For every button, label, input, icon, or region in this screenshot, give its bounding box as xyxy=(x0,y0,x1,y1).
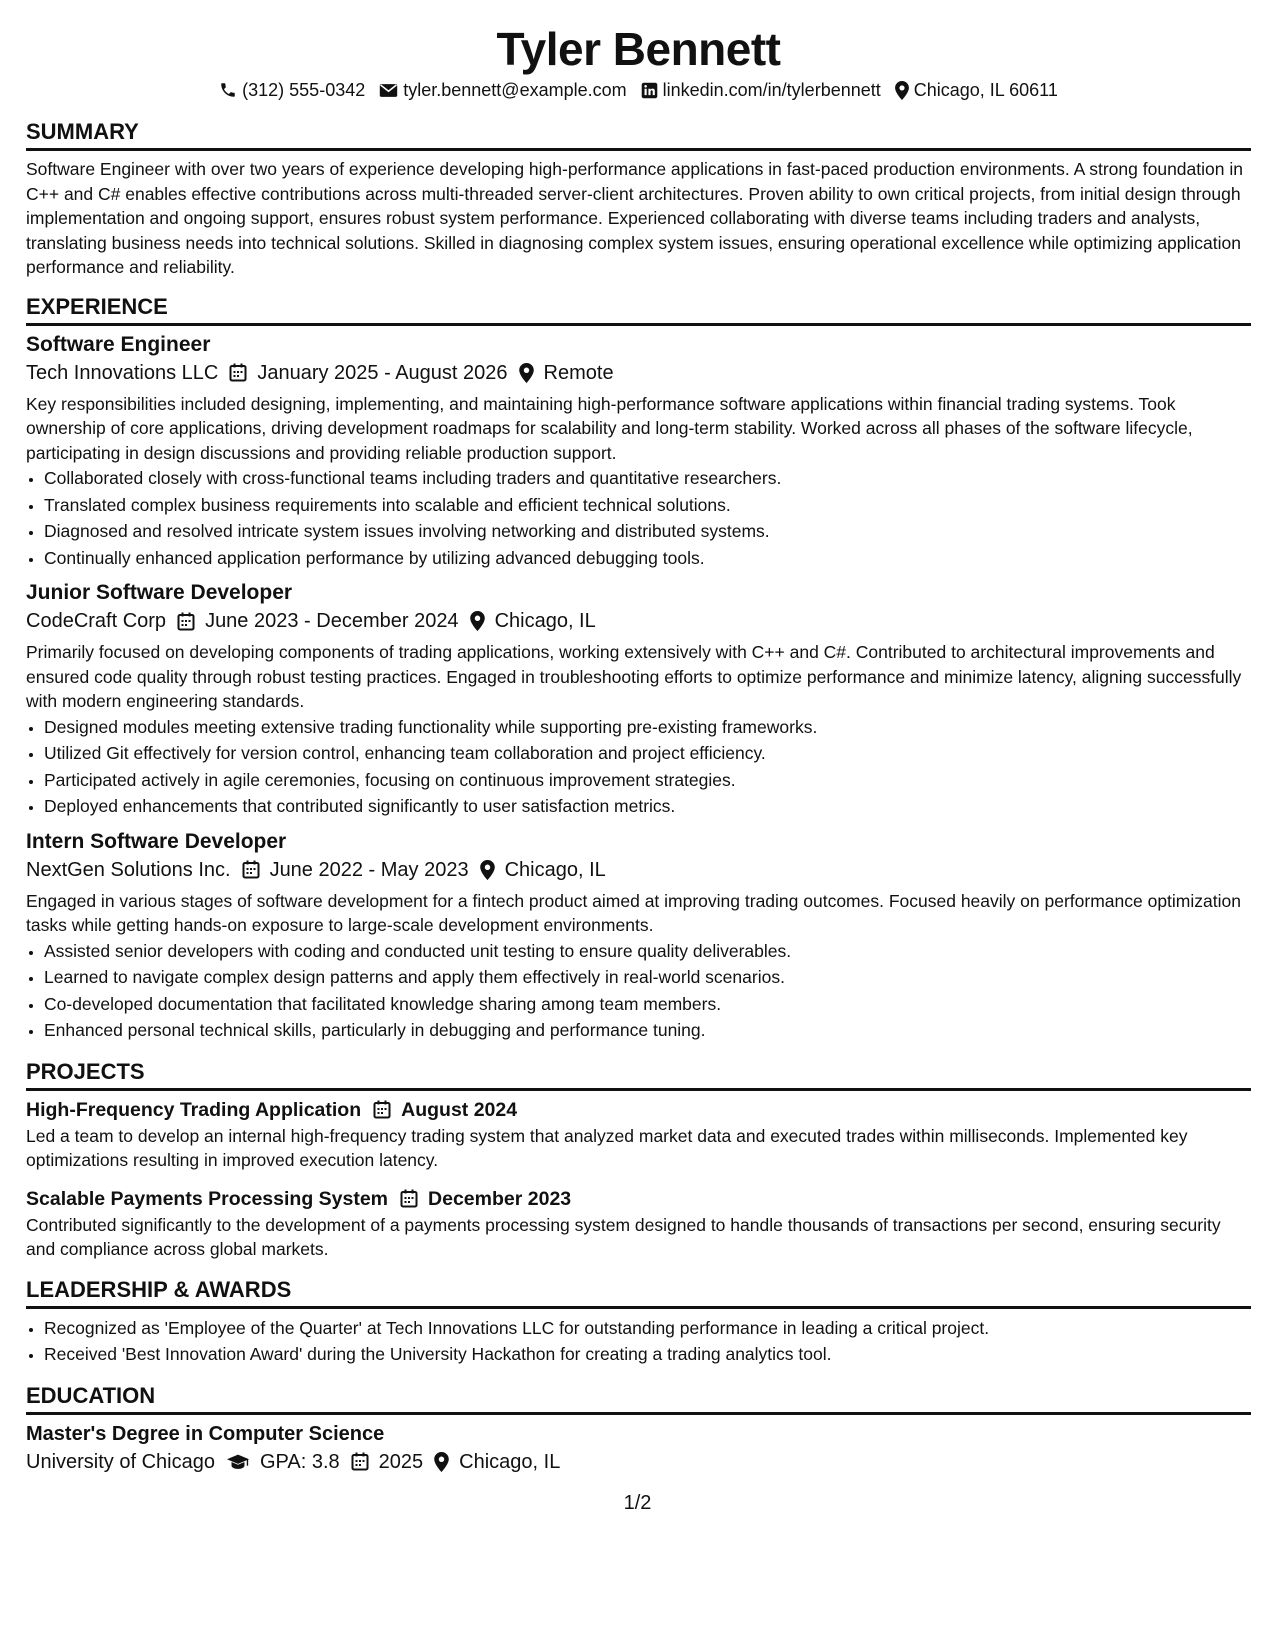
job-dates-text: January 2025 - August 2026 xyxy=(257,361,508,384)
calendar-icon xyxy=(351,1452,369,1471)
contact-linkedin[interactable] xyxy=(641,78,881,102)
leadership-bullets xyxy=(26,1315,1251,1368)
section-title-experience: EXPERIENCE xyxy=(26,293,1251,326)
list-item: • Learned to navigate complex design patterns and apply them effectively in real-world scenarios. xyxy=(44,964,1251,991)
project-date xyxy=(400,1185,571,1213)
contact-phone xyxy=(219,78,365,102)
envelope-icon xyxy=(379,83,398,98)
calendar-icon xyxy=(229,363,247,382)
job-entry xyxy=(26,579,1251,820)
list-item: • Participated actively in agile ceremonies, focusing on continuous improvement strategies. xyxy=(44,767,1251,794)
education-section xyxy=(26,1382,1251,1476)
project-entry xyxy=(26,1185,1251,1262)
job-role: Junior Software Developer xyxy=(26,581,293,604)
project-date-text: August 2024 xyxy=(401,1098,518,1121)
job-company: Tech Innovations LLC xyxy=(26,361,219,384)
map-pin-icon xyxy=(470,611,485,631)
job-meta xyxy=(26,359,1251,387)
project-date xyxy=(373,1096,517,1124)
contact-location xyxy=(895,78,1058,102)
project-header xyxy=(26,1096,1251,1124)
project-description: Led a team to develop an internal high-frequency trading system that analyzed market data and executed trades within milliseconds. Implemented key optimizations resulting in improved execution latency. xyxy=(26,1125,1188,1170)
phone-icon xyxy=(219,81,237,99)
map-pin-icon xyxy=(434,1452,449,1472)
job-bullets xyxy=(26,938,1251,1044)
year-text: 2025 xyxy=(378,1450,424,1473)
map-pin-icon xyxy=(519,363,534,383)
map-pin-icon xyxy=(895,81,909,100)
summary-text: Software Engineer with over two years of experience developing high-performance applications in fast-paced production environments. A strong foundation in C++ and C# enables effective contributions across multi-threaded server-client architectures. Proven ability to own critical projects, from initial design through implementation and ongoing support, ensures robust system performance. Experienced collaborating with diverse teams including traders and analysts, translating business needs into technical solutions. Skilled in diagnosing complex system issues, ensuring operational excellence while optimizing application performance and reliability. xyxy=(26,159,1243,277)
project-name: High-Frequency Trading Application xyxy=(26,1098,362,1121)
list-item: • Diagnosed and resolved intricate system issues involving networking and distributed systems. xyxy=(44,518,1251,545)
school-name: University of Chicago xyxy=(26,1450,215,1473)
gpa-text: GPA: 3.8 xyxy=(259,1450,340,1473)
project-date-text: December 2023 xyxy=(428,1187,572,1210)
education-location xyxy=(434,1448,560,1476)
list-item: • Deployed enhancements that contributed significantly to user satisfaction metrics. xyxy=(44,793,1251,820)
job-location-text: Chicago, IL xyxy=(504,858,606,881)
section-title-leadership: LEADERSHIP & AWARDS xyxy=(26,1276,1251,1309)
linkedin-icon xyxy=(641,82,658,99)
list-item: • Enhanced personal technical skills, particularly in debugging and performance tuning. xyxy=(44,1017,1251,1044)
education-gpa xyxy=(226,1448,340,1476)
job-role: Software Engineer xyxy=(26,332,211,356)
phone-text: (312) 555-0342 xyxy=(242,80,366,100)
list-item: • Continually enhanced application performance by utilizing advanced debugging tools. xyxy=(44,545,1251,572)
calendar-icon xyxy=(400,1189,418,1208)
job-company: CodeCraft Corp xyxy=(26,610,167,632)
job-location xyxy=(519,359,614,387)
list-item: • Utilized Git effectively for version control, enhancing team collaboration and project efficiency. xyxy=(44,740,1251,767)
graduation-cap-icon xyxy=(226,1453,250,1471)
list-item: • Assisted senior developers with coding and conducted unit testing to ensure quality deliverables. xyxy=(44,938,1251,965)
job-dates xyxy=(177,607,459,635)
job-meta xyxy=(26,856,1251,884)
job-bullets xyxy=(26,465,1251,571)
job-company: NextGen Solutions Inc. xyxy=(26,858,231,881)
calendar-icon xyxy=(177,612,195,631)
job-location xyxy=(480,856,606,884)
job-dates-text: June 2023 - December 2024 xyxy=(205,610,459,632)
contact-email[interactable] xyxy=(379,78,626,102)
list-item: • Designed modules meeting extensive trading functionality while supporting pre-existing frameworks. xyxy=(44,714,1251,741)
job-location xyxy=(470,607,596,635)
job-description: Engaged in various stages of software development for a fintech product aimed at improving trading outcomes. Focused heavily on performance optimization tasks while getting hands-on exposure to large-scale development environments. xyxy=(26,890,1241,935)
education-location-text: Chicago, IL xyxy=(459,1450,561,1473)
section-title-education: EDUCATION xyxy=(26,1382,1251,1415)
job-entry xyxy=(26,331,1251,572)
job-dates-text: June 2022 - May 2023 xyxy=(269,858,469,881)
location-text: Chicago, IL 60611 xyxy=(913,80,1058,100)
page-number: 1/2 xyxy=(623,1492,652,1514)
summary-section xyxy=(26,118,1251,280)
job-location-text: Chicago, IL xyxy=(494,610,596,632)
job-entry xyxy=(26,828,1251,1044)
map-pin-icon xyxy=(480,860,495,880)
job-dates xyxy=(242,856,469,884)
degree-title: Master's Degree in Computer Science xyxy=(26,1422,385,1445)
job-description: Primarily focused on developing components of trading applications, working extensively with C++ and C#. Contributed to architectural improvements and ensured code quality through robust testing practices. Engaged in troubleshooting efforts to optimize performance and minimize latency, aligning successfully with modern engineering standards. xyxy=(26,642,1242,711)
list-item: • Received 'Best Innovation Award' during the University Hackathon for creating a trading analytics tool. xyxy=(44,1341,1251,1368)
project-name: Scalable Payments Processing System xyxy=(26,1187,389,1210)
project-header xyxy=(26,1185,1251,1213)
resume-page xyxy=(26,22,1251,1476)
candidate-name: Tyler Bennett xyxy=(496,23,781,75)
project-description: Contributed significantly to the development of a payments processing system designed to handle thousands of transactions per second, ensuring security and compliance across global markets. xyxy=(26,1214,1221,1259)
calendar-icon xyxy=(242,860,260,879)
list-item: • Recognized as 'Employee of the Quarter' at Tech Innovations LLC for outstanding performance in leading a critical project. xyxy=(44,1315,1251,1342)
projects-section xyxy=(26,1058,1251,1262)
list-item: • Co-developed documentation that facilitated knowledge sharing among team members. xyxy=(44,991,1251,1018)
education-entry xyxy=(26,1420,1251,1476)
job-dates xyxy=(229,359,507,387)
education-meta xyxy=(26,1448,1251,1476)
calendar-icon xyxy=(373,1100,391,1119)
job-meta xyxy=(26,607,1251,635)
leadership-section xyxy=(26,1276,1251,1368)
experience-section xyxy=(26,293,1251,1044)
list-item: • Translated complex business requirements into scalable and efficient technical solutions. xyxy=(44,492,1251,519)
linkedin-link[interactable]: linkedin.com/in/tylerbennett xyxy=(662,80,881,100)
section-title-summary: SUMMARY xyxy=(26,118,1251,151)
job-location-text: Remote xyxy=(543,361,614,384)
contact-bar xyxy=(26,78,1251,102)
education-year xyxy=(351,1448,424,1476)
project-entry xyxy=(26,1096,1251,1173)
job-description: Key responsibilities included designing, implementing, and maintaining high-performance software applications within financial trading systems. Took ownership of core applications, driving development roadmaps for scalability and long-term stability. Worked across all phases of the software lifecycle, participating in design discussions and providing reliable production support. xyxy=(26,393,1193,463)
section-title-projects: PROJECTS xyxy=(26,1058,1251,1091)
list-item: • Collaborated closely with cross-functional teams including traders and quantitative researchers. xyxy=(44,465,1251,492)
job-role: Intern Software Developer xyxy=(26,829,287,853)
job-bullets xyxy=(26,714,1251,820)
email-link[interactable]: tyler.bennett@example.com xyxy=(403,80,627,100)
